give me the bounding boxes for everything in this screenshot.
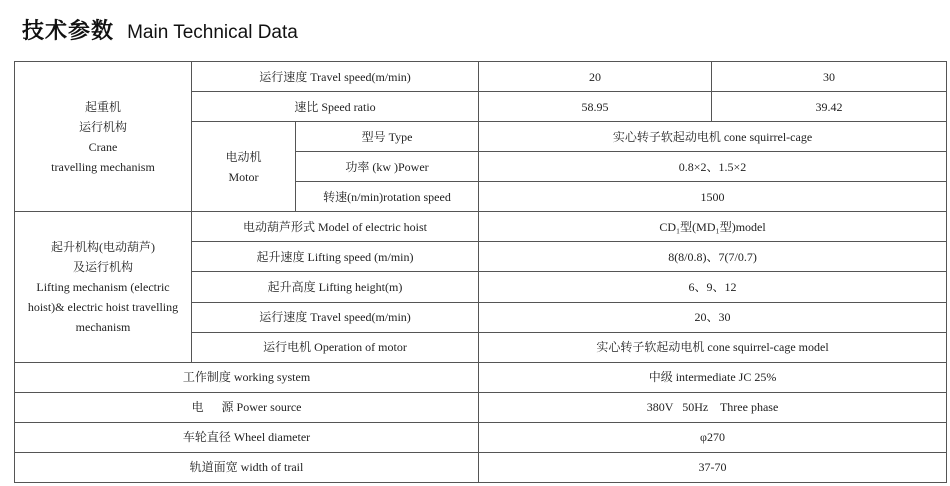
- hoist-travel-speed-label: 运行速度 Travel speed(m/min): [192, 302, 479, 332]
- lifting-speed-label: 起升速度 Lifting speed (m/min): [192, 242, 479, 272]
- motor-power-value: 0.8×2、1.5×2: [479, 152, 947, 182]
- power-source-label: 电 源 Power source: [15, 392, 479, 422]
- hoist-model-value: CD₁型(MD₁型)model: [479, 212, 947, 242]
- working-system-value: 中级 intermediate JC 25%: [479, 362, 947, 392]
- power-source-value: 380V 50Hz Three phase: [479, 392, 947, 422]
- wheel-diameter-label: 车轮直径 Wheel diameter: [15, 422, 479, 452]
- motor-group-label: 电动机 Motor: [192, 122, 296, 212]
- lifting-mechanism-group-label: 起升机构(电动葫芦) 及运行机构 Lifting mechanism (electric hoist)& electric hoist travelling mechanism: [15, 212, 192, 362]
- travel-speed-label: 运行速度 Travel speed(m/min): [192, 62, 479, 92]
- page-title: [22, 14, 298, 45]
- table-row: [15, 452, 947, 482]
- table-row: [15, 422, 947, 452]
- speed-ratio-label: 速比 Speed ratio: [192, 92, 479, 122]
- table-row: [15, 212, 947, 242]
- motor-type-label: 型号 Type: [296, 122, 479, 152]
- operation-motor-label: 运行电机 Operation of motor: [192, 332, 479, 362]
- speed-ratio-value-2: 39.42: [712, 92, 947, 122]
- motor-power-label: 功率 (kw )Power: [296, 152, 479, 182]
- operation-motor-value: 实心转子软起动电机 cone squirrel-cage model: [479, 332, 947, 362]
- motor-type-value: 实心转子软起动电机 cone squirrel-cage: [479, 122, 947, 152]
- technical-data-table: [14, 61, 947, 483]
- speed-ratio-value-1: 58.95: [479, 92, 712, 122]
- table-row: [15, 62, 947, 92]
- hoist-travel-speed-value: 20、30: [479, 302, 947, 332]
- table-row: [15, 362, 947, 392]
- travel-speed-value-1: 20: [479, 62, 712, 92]
- motor-rotation-label: 转速(n/min)rotation speed: [296, 182, 479, 212]
- motor-rotation-value: 1500: [479, 182, 947, 212]
- table-row: [15, 392, 947, 422]
- lifting-height-label: 起升高度 Lifting height(m): [192, 272, 479, 302]
- lifting-height-value: 6、9、12: [479, 272, 947, 302]
- title-chinese: 技术参数: [22, 19, 115, 44]
- travel-speed-value-2: 30: [712, 62, 947, 92]
- trail-width-label: 轨道面宽 width of trail: [15, 452, 479, 482]
- hoist-model-label: 电动葫芦形式 Model of electric hoist: [192, 212, 479, 242]
- lifting-speed-value: 8(8/0.8)、7(7/0.7): [479, 242, 947, 272]
- wheel-diameter-value: φ270: [479, 422, 947, 452]
- crane-travelling-group-label: 起重机 运行机构 Crane travelling mechanism: [15, 62, 192, 212]
- trail-width-value: 37-70: [479, 452, 947, 482]
- working-system-label: 工作制度 working system: [15, 362, 479, 392]
- title-english: Main Technical Data: [127, 22, 298, 43]
